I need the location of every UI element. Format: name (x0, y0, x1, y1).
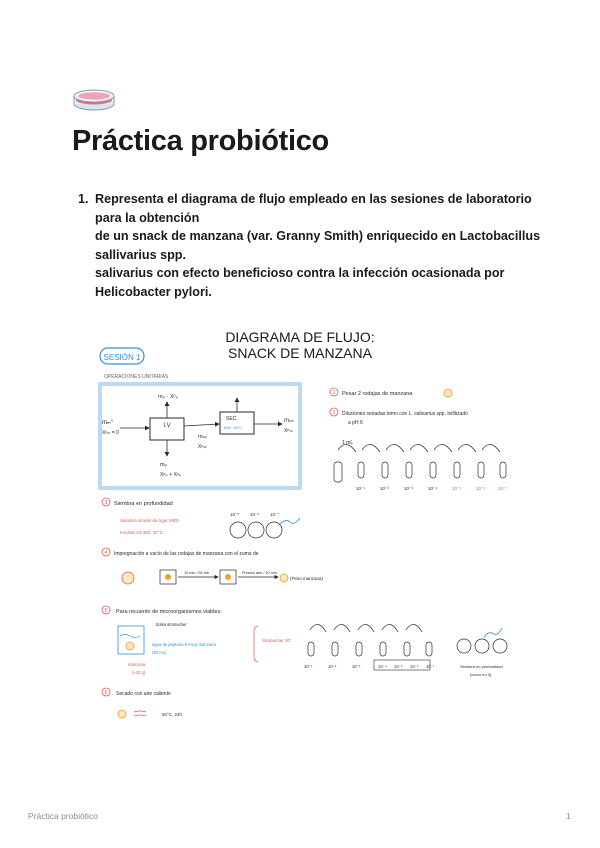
x-bottom-label: Xᵖᵢₛ + Xᵖₚ (160, 472, 181, 478)
apple-slice-icon (165, 574, 171, 580)
step1-text: Pesar 2 rodajas de manzana (342, 391, 413, 397)
petri-plate (230, 522, 246, 538)
step5-water2: (90 mL) (152, 650, 167, 655)
step5-sow1: Siembra en profundidad (460, 664, 503, 669)
dilution-label: 10⁻⁶ (476, 486, 486, 491)
unit-ops-label: OPERACIONES UNITARIAS (104, 374, 169, 380)
m-mid-label: mₘᵢ (198, 434, 207, 440)
question-line: Representa el diagrama de flujo empleado en las sesiones de laboratorio (95, 192, 532, 206)
step3-note2: Incubar 24-48h, 37°C (120, 530, 163, 535)
dilution-label: 10⁻⁷ (426, 664, 435, 669)
diagram-title-line1: DIAGRAMA DE FLUJO: (225, 329, 375, 345)
apple-juice-icon (122, 572, 134, 584)
dilution-label: 10⁻² (328, 664, 337, 669)
step5-apple2: (≈10 g) (132, 670, 146, 675)
question-number: 1. (78, 192, 89, 206)
plate-label: 10⁻⁶ (250, 512, 260, 517)
diagram-title-line2: SNACK DE MANZANA (228, 345, 372, 361)
question-line: sallivarius spp. (95, 247, 186, 262)
petri-dish-icon (72, 86, 116, 112)
step5-stom: Stomacher 30' (262, 638, 291, 643)
step4-end: (Peso manzana) (290, 576, 324, 581)
step5-apple1: manzana (128, 662, 146, 667)
step4-num: 4 (104, 550, 108, 556)
dilution-label: 10⁻⁷ (498, 486, 508, 491)
iv-label: I.V (163, 423, 171, 429)
page-title: Práctica probiótico (72, 125, 329, 157)
x-out-label: Xᵖₛₙ (284, 428, 294, 434)
pipette-squiggle (484, 628, 502, 638)
footer-doc-title: Práctica probiótico (28, 811, 98, 821)
m-bottom-label: mₚ (160, 462, 167, 468)
step4-arrow2: Presión atm / 10 min (242, 571, 277, 575)
flow-diagram (90, 320, 520, 730)
m-out-label: mₛₙ (284, 418, 294, 424)
question-line: para la obtención (95, 210, 200, 225)
sec-sub: 50% - 80°C (224, 426, 242, 430)
dilution-label: 10⁻¹ (356, 486, 365, 491)
apple-slice-icon (280, 574, 288, 582)
session-label: SESIÓN 1 (103, 353, 141, 362)
arrow-mid (184, 424, 219, 426)
step5-text: Para recuento de microorganismos viables: (116, 609, 222, 615)
step5-sow2: (como en 3) (470, 672, 492, 677)
m-top-label: mₚ · Xᵖₚ (158, 394, 178, 400)
step4-text: Impregnación a vacío de las rodajas de manzana con el zumo de (114, 551, 259, 557)
plate-label: 10⁻⁷ (270, 512, 280, 517)
step5-dilution-series (308, 624, 432, 656)
plate-label: 10⁻⁵ (230, 512, 240, 517)
dilution-label: 10⁻² (380, 486, 389, 491)
dilution-series (334, 444, 506, 482)
step6-cond: 50°C, 24h (162, 712, 183, 717)
step5-bag: bolsa stomacher (156, 622, 187, 627)
petri-plate (475, 639, 489, 653)
step2-sub: a pH 6 (348, 420, 363, 426)
bracket (254, 626, 258, 662)
apple-slice-icon (225, 574, 231, 580)
x-mid-label: Xᵖₘᵢ (198, 444, 208, 450)
dilution-label: 10⁻³ (352, 664, 361, 669)
step3-note1: Siembra simple de Agar MRS (120, 518, 180, 523)
step3-num: 3 (104, 500, 108, 506)
question-text (95, 190, 545, 302)
dilution-label: 10⁻⁵ (452, 486, 462, 491)
petri-plate (248, 522, 264, 538)
x-in-label: Xᵖₘ = 0 (102, 430, 119, 436)
dilution-label: 10⁻¹ (304, 664, 313, 669)
dilution-label: 10⁻³ (404, 486, 413, 491)
step2-text: Diluciones seriadas tomo con L. salivarius spp. liofilizado (342, 411, 468, 417)
dilution-label: 10⁻⁵ (394, 664, 403, 669)
question-line: de un snack de manzana (var. Granny Smith) enriquecido en Lactobacillus (95, 229, 541, 244)
step4-arrow1: 10 min / 50 mb (184, 571, 210, 575)
petri-plate (266, 522, 282, 538)
step6-text: Secado con aire caliente (116, 691, 171, 697)
dilution-label: 10⁻⁶ (410, 664, 419, 669)
m-in-label: mₘ° (102, 420, 114, 426)
petri-plate (457, 639, 471, 653)
question-line: salivarius con efecto beneficioso contra la infección ocasionada por (95, 266, 505, 281)
question-line: Helicobacter pylori. (95, 284, 212, 299)
ml-label: 1 mL (342, 440, 354, 446)
sec-label: SEC. (226, 416, 238, 422)
pipette-squiggle (280, 518, 300, 524)
dilution-label: 10⁻⁴ (428, 486, 438, 491)
apple-slice-icon (444, 389, 452, 397)
step3-text: Siembra en profundidad (114, 501, 173, 507)
bag-water (120, 635, 140, 638)
hot-air-lines (134, 711, 146, 716)
step2-num: 2 (332, 410, 336, 416)
dilution-label: 10⁻⁴ (378, 664, 387, 669)
step1-num: 1 (332, 390, 336, 396)
petri-plate (493, 639, 507, 653)
apple-slice-icon (126, 642, 134, 650)
step5-water1: agua de peptona 9 mL/g manzana (152, 642, 216, 647)
step6-num: 6 (104, 690, 108, 696)
iv-box (150, 418, 184, 440)
apple-slice-icon (118, 710, 126, 718)
footer-page-number: 1 (566, 811, 571, 821)
step5-num: 5 (104, 608, 108, 614)
